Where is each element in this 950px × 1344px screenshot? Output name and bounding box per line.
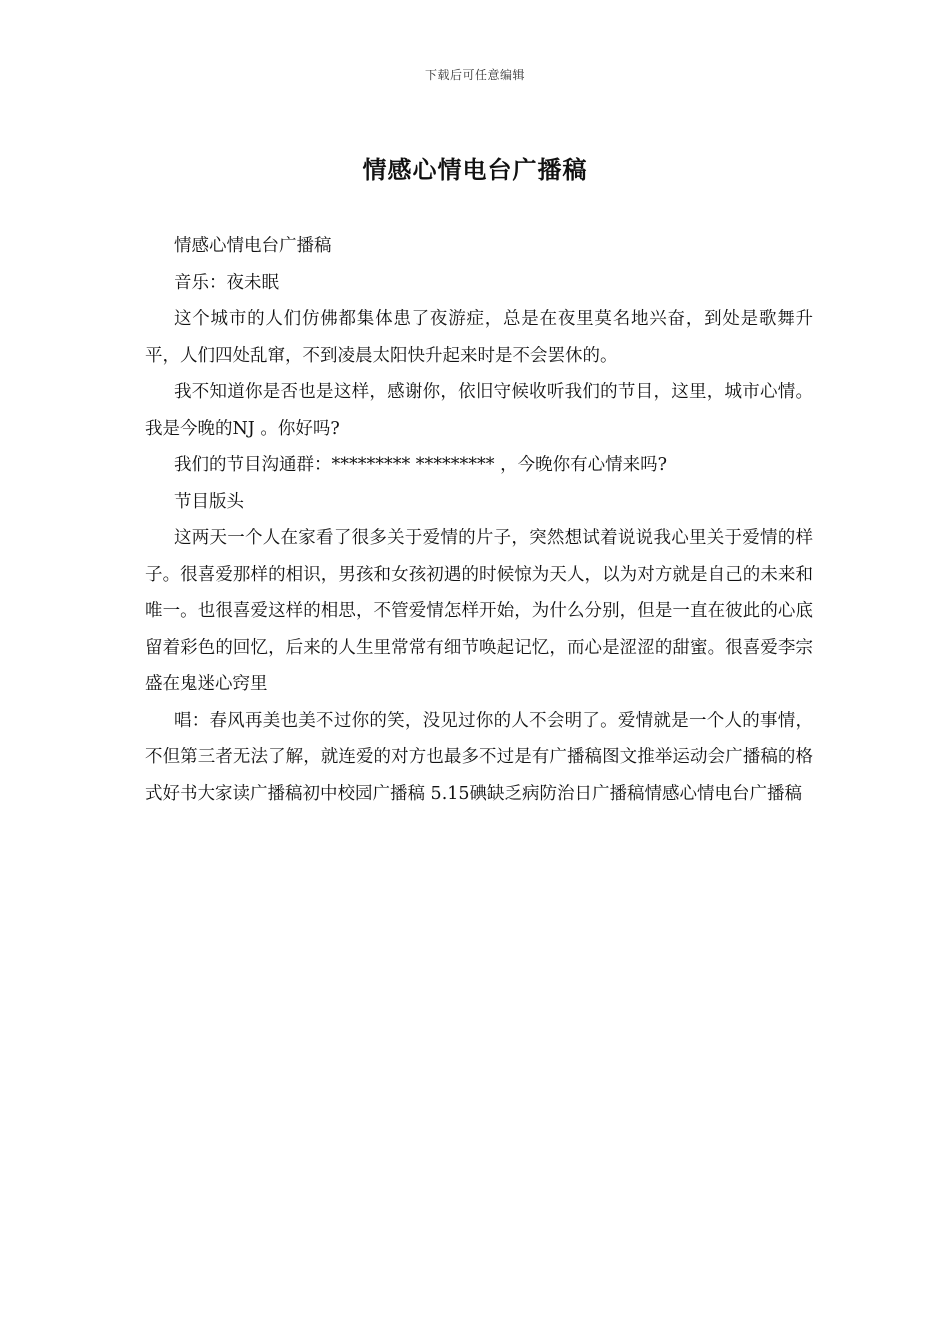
paragraph-subtitle: 情感心情电台广播稿 bbox=[174, 236, 332, 256]
paragraph-intro: 这个城市的人们仿佛都集体患了夜游症，总是在夜里莫名地兴奋，到处是歌舞升平，人们四处乱窜，不到凌晨太阳快升起来时是不会罢休的。 bbox=[145, 309, 813, 366]
header-note: 下载后可任意编辑 bbox=[424, 68, 525, 82]
paragraph-lyrics: 唱：春风再美也美不过你的笑，没见过你的人不会明了。爱情就是一个人的事情，不但第三者无法了解，就连爱的对方也最多不过是有广播稿图文推举运动会广播稿的格式好书大家读广播稿初中校园广播稿 5.15碘缺乏病防治日广播稿情感心情电台广播稿 bbox=[145, 710, 813, 804]
document-body bbox=[145, 228, 813, 812]
paragraph-group: 我们的节目沟通群：********* ********* ，今晚你有心情来吗? bbox=[174, 455, 668, 475]
document-title: 情感心情电台广播稿 bbox=[362, 155, 588, 184]
paragraph-greeting: 我不知道你是否也是这样，感谢你，依旧守候收听我们的节目，这里，城市心情。我是今晚的NJ 。你好吗? bbox=[145, 382, 813, 439]
paragraph-music: 音乐：夜未眠 bbox=[174, 272, 279, 293]
paragraph-segment-header: 节目版头 bbox=[174, 491, 244, 512]
paragraph-love-story: 这两天一个人在家看了很多关于爱情的片子，突然想试着说说我心里关于爱情的样子。很喜爱那样的相识，男孩和女孩初遇的时候惊为天人，以为对方就是自己的未来和唯一。也很喜爱这样的相思，不管爱情怎样开始，为什么分别，但是一直在彼此的心底留着彩色的回忆，后来的人生里常常有细节唤起记忆，而心是涩涩的甜蜜。很喜爱李宗盛在鬼迷心窍里 bbox=[145, 528, 813, 694]
